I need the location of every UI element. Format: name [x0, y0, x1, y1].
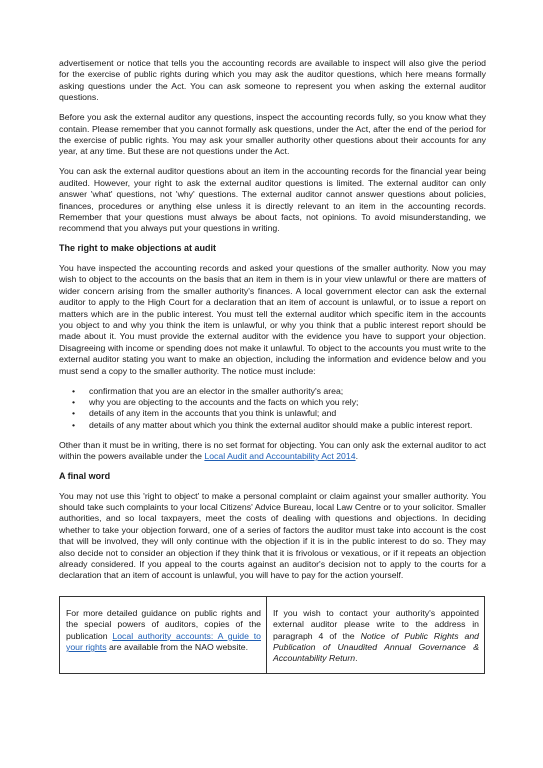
- heading-final-word: A final word: [59, 471, 111, 482]
- list-item: [59, 408, 486, 419]
- objection-format-end: .: [355, 451, 358, 462]
- guidance-text: For more detailed guidance on public rights and the special powers of auditors, copies of the publication: [66, 607, 261, 641]
- bullet-icon: •: [72, 419, 76, 430]
- list-item: [59, 397, 486, 408]
- paragraph-objection-process: You have inspected the accounting records and asked your questions of the smaller authority. Now you may wish to object to the accounts on the basis that an item in them is in your view unlawful or there are matters of wider concern arising from the smaller authority's finances. A local government elector can ask the external auditor to apply to the High Court for a declaration that an item of account is unlawful, or to issue a report on matters which are in the public interest. You must tell the external auditor which specific item in the accounts you object to and why you think the item is unlawful, or why you think that a public interest report should be made about it. You must provide the external auditor with the evidence you have to support your objection. Disagreeing with income or spending does not make it unlawful. To object to the accounts you must write to the external auditor stating you want to make an objection, including the information and evidence below and you must send a copy to the smaller authority. The notice must include:: [59, 262, 486, 376]
- bullet-icon: •: [72, 408, 76, 419]
- nao-guide-link[interactable]: Local authority accounts: A guide to your rights: [66, 630, 262, 653]
- objection-format-text: Other than it must be in writing, there is no set format for objecting. You can only ask the external auditor to act within the powers available under the: [59, 439, 486, 462]
- local-audit-act-link[interactable]: Local Audit and Accountability Act 2014: [204, 451, 356, 462]
- notice-publication-title: Notice of Public Rights and Publication of Unaudited Annual Governance & Accountability Return: [273, 630, 480, 664]
- list-item-text: why you are objecting to the accounts and the facts on which you rely;: [89, 396, 359, 407]
- notice-requirements-list: [59, 386, 486, 432]
- bullet-icon: •: [72, 385, 76, 396]
- guidance-boxes: [59, 596, 485, 674]
- list-item: [59, 386, 486, 397]
- paragraph-question-limits: You can ask the external auditor questions about an item in the accounting records for the financial year being audited. However, your right to ask the external auditor questions is limited. The external auditor can only answer 'what' questions, not 'why' questions. The external auditor cannot answer questions about policies, finances, procedures or anything else unless it is directly relevant to an item in the accounting records. Remember that your questions must always be about facts, not opinions. To avoid misunderstanding, we recommend that you always put your questions in writing.: [59, 166, 486, 234]
- list-item: [59, 420, 486, 431]
- list-item-text: confirmation that you are an elector in the smaller authority's area;: [89, 385, 344, 396]
- bullet-icon: •: [72, 396, 76, 407]
- paragraph-final-word: You may not use this 'right to object' to make a personal complaint or claim against your smaller authority. You should take such complaints to your local Citizens' Advice Bureau, local Law Centre or to your solicitor. Smaller authorities, and so local taxpayers, meet the costs of dealing with questions and objections. In deciding whether to take your objection forward, one of a series of factors the auditor must take into account is the cost that will be involved, they will only continue with the objection if it is in the public interest to do so. They may also decide not to consider an objection if they think that it is frivolous or vexatious, or if it repeats an objection already considered. If you appeal to the courts against an auditor's decision not to apply to the courts for a declaration that an item of account is unlawful, you will have to pay for the action yourself.: [59, 490, 486, 581]
- paragraph-inspect-before-asking: Before you ask the external auditor any questions, inspect the accounting records fully, so you know what they contain. Please remember that you cannot formally ask questions, under the Act, after the end of the period for the exercise of public rights. You may ask your smaller authority other questions about their accounts for any year, at any time. But these are not questions under the Act.: [59, 112, 486, 157]
- contact-text: If you wish to contact your authority's appointed external auditor please write to the address in paragraph 4 of the: [273, 607, 479, 641]
- guidance-text-end: are available from the NAO website.: [106, 642, 249, 653]
- heading-right-to-object: The right to make objections at audit: [59, 243, 217, 254]
- paragraph-advertisement-notice: advertisement or notice that tells you the accounting records are available to inspect will also give the period for the exercise of public rights during which you may ask the auditor questions, which here means formally asking questions under the Act. You can ask someone to represent you when asking the external auditor questions.: [59, 58, 486, 103]
- guidance-box-contact-auditor: [267, 597, 484, 673]
- paragraph-objection-format: [59, 440, 486, 463]
- list-item-text: details of any matter about which you think the external auditor should make a public interest report.: [89, 419, 473, 430]
- list-item-text: details of any item in the accounts that you think is unlawful; and: [89, 408, 337, 419]
- guidance-box-nao: [60, 597, 267, 673]
- contact-text-end: .: [355, 653, 358, 664]
